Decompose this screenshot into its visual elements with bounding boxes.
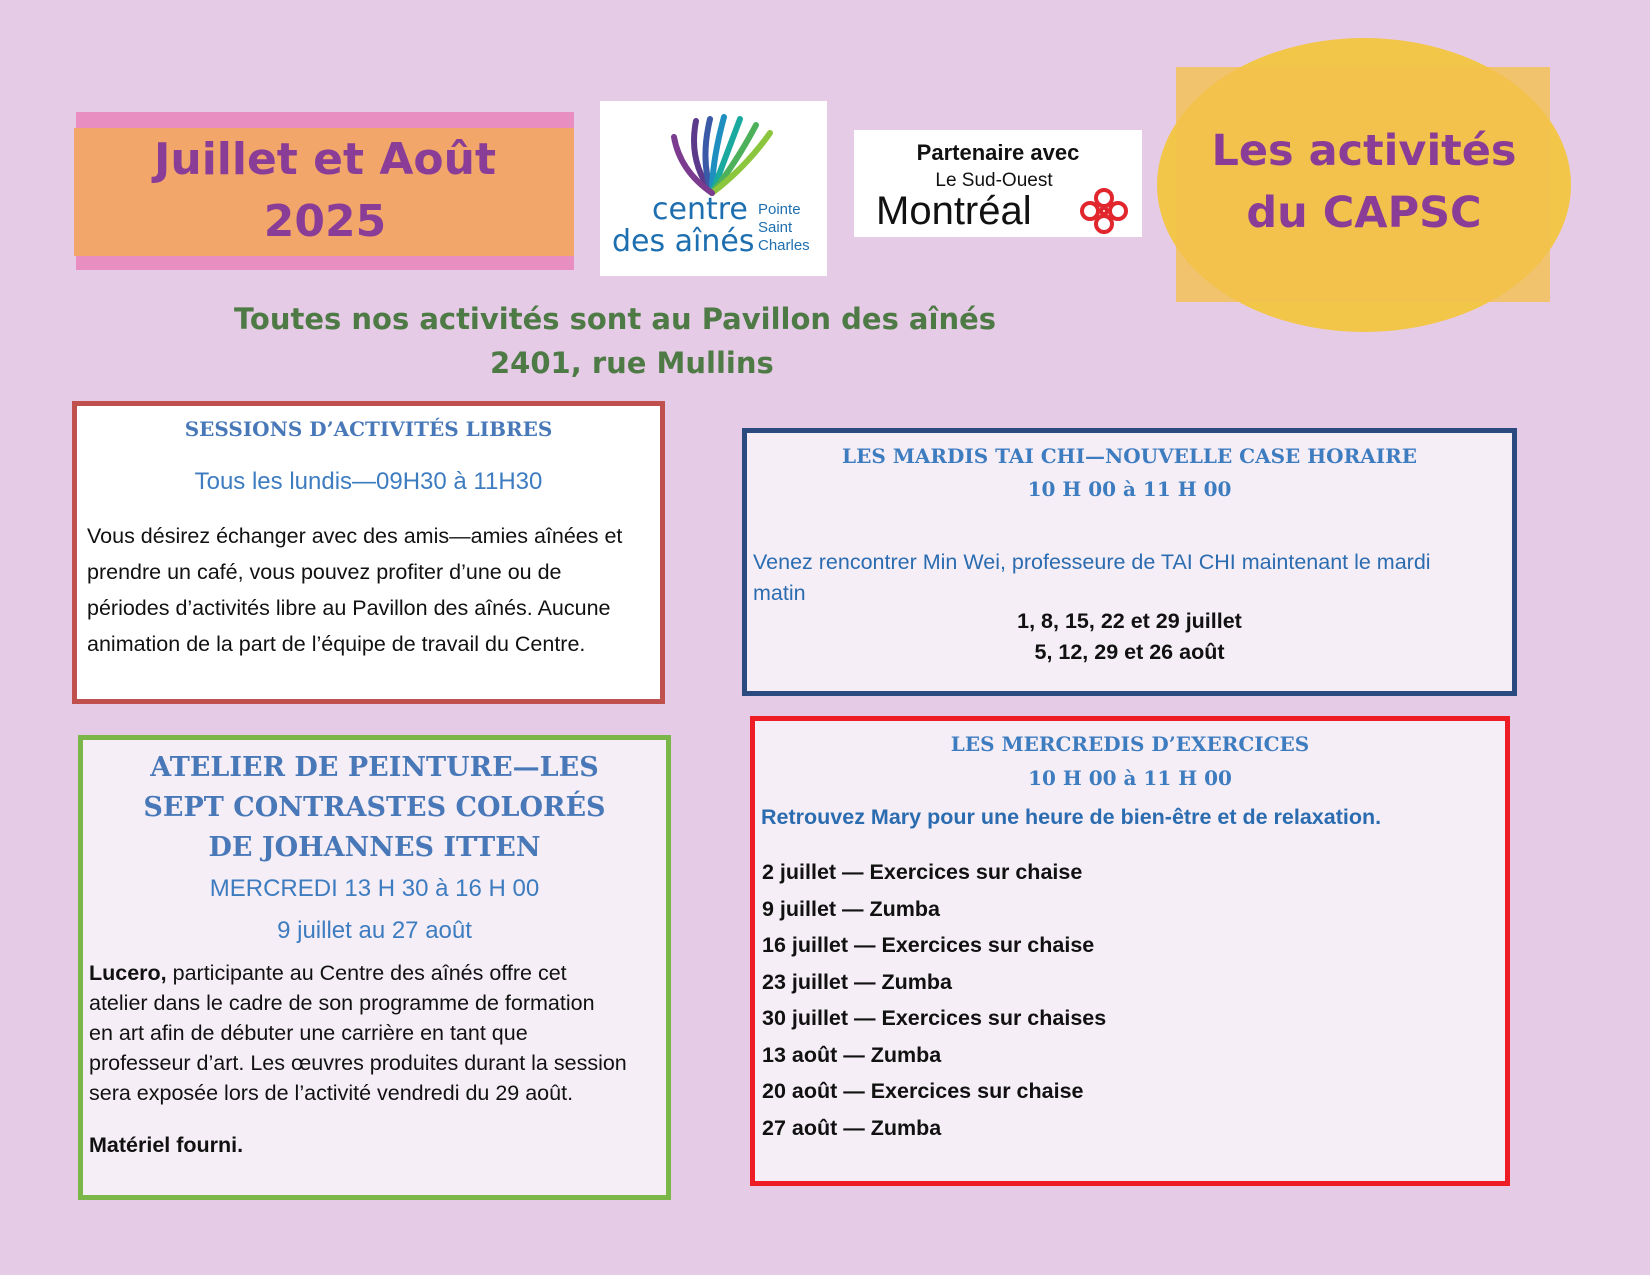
painting-heading-line: SEPT CONTRASTES COLORÉS [143, 792, 606, 823]
activities-title-line1: Les activités [1211, 126, 1517, 176]
free-sessions-card [72, 401, 665, 704]
activities-badge-panel [1176, 67, 1550, 302]
instructor-name: Lucero, [89, 961, 167, 985]
exercises-intro: Retrouvez Mary pour une heure de bien-être et de relaxation. [761, 805, 1382, 829]
fan-logo-icon [600, 101, 827, 201]
tai-chi-heading: LES MARDIS TAI CHI—NOUVELLE CASE HORAIRE [842, 444, 1417, 468]
activities-title-line2: du CAPSC [1246, 188, 1482, 238]
description-line: professeur d’art. Les œuvres produites durant la session [89, 1051, 627, 1075]
centre-des-aines-logo [600, 101, 827, 276]
free-sessions-heading: SESSIONS D’ACTIVITÉS LIBRES [184, 417, 553, 441]
intro-line: matin [753, 581, 806, 605]
schedule-entry: 30 juillet — Exercices sur chaises [762, 1006, 1107, 1030]
description-line: Vous désirez échanger avec des amis—amies aînées et [87, 524, 623, 548]
intro-line: Venez rencontrer Min Wei, professeure de TAI CHI maintenant le mardi [753, 550, 1431, 574]
painting-heading [83, 748, 666, 868]
borough-label: Le Sud-Ouest [935, 170, 1053, 191]
schedule-entry: 27 août — Zumba [762, 1115, 942, 1140]
description-line: atelier dans le cadre de son programme de formation [89, 991, 595, 1015]
schedule-entry: 16 juillet — Exercices sur chaise [762, 933, 1095, 957]
page-title-month: Juillet et Août [154, 134, 496, 185]
tai-chi-dates-july: 1, 8, 15, 22 et 29 juillet [1017, 609, 1242, 633]
schedule-entry: 9 juillet — Zumba [762, 896, 940, 921]
tai-chi-dates-august: 5, 12, 29 et 26 août [1034, 640, 1225, 664]
schedule-row [762, 1043, 941, 1068]
schedule-row [762, 897, 940, 922]
montreal-logo [854, 130, 1142, 237]
painting-workshop-card [78, 735, 671, 1200]
free-sessions-description [87, 518, 622, 662]
logo-side-charles: Charles [758, 237, 810, 254]
tai-chi-intro [753, 547, 1431, 609]
painting-heading-line: DE JOHANNES ITTEN [208, 832, 541, 863]
description-line: participante au Centre des aînés offre cet [166, 961, 567, 985]
schedule-row [762, 860, 1082, 885]
logo-side-pointe: Pointe [758, 201, 801, 218]
description-line: prendre un café, vous pouvez profiter d’une ou de [87, 560, 562, 584]
painting-time: MERCREDI 13 H 30 à 16 H 00 [209, 875, 540, 902]
address-line: 2401, rue Mullins [490, 346, 774, 380]
exercises-heading: LES MERCREDIS D’EXERCICES [950, 732, 1310, 756]
materials-note: Matériel fourni. [89, 1133, 244, 1157]
schedule-entry: 20 août — Exercices sur chaise [762, 1079, 1084, 1103]
painting-description [89, 958, 627, 1108]
schedule-row [762, 1006, 1106, 1031]
description-line: sera exposée lors de l’activité vendredi du 29 août. [89, 1081, 574, 1105]
page-title-year: 2025 [263, 196, 387, 247]
centre-logo-word: centre [652, 192, 748, 227]
schedule-row [762, 970, 952, 995]
description-line: périodes d’activités libre au Pavillon des aînés. Aucune [87, 596, 611, 620]
schedule-row [762, 933, 1094, 958]
montreal-rosette-icon [1076, 186, 1132, 236]
schedule-row [762, 1116, 941, 1141]
tai-chi-card [742, 428, 1517, 696]
schedule-entry: 2 juillet — Exercices sur chaise [762, 860, 1083, 884]
description-line: animation de la part de l’équipe de travail du Centre. [87, 632, 586, 656]
schedule-entry: 23 juillet — Zumba [762, 969, 952, 994]
location-line: Toutes nos activités sont au Pavillon des aînés [234, 302, 997, 336]
painting-heading-line: ATELIER DE PEINTURE—LES [150, 752, 599, 783]
exercises-time: 10 H 00 à 11 H 00 [1028, 766, 1232, 790]
free-sessions-schedule: Tous les lundis—09H30 à 11H30 [194, 468, 543, 495]
schedule-entry: 13 août — Zumba [762, 1042, 942, 1067]
schedule-row [762, 1079, 1083, 1104]
painting-period: 9 juillet au 27 août [277, 917, 472, 944]
logo-side-saint: Saint [758, 219, 793, 236]
aines-logo-word: des aînés [612, 224, 755, 259]
partner-label: Partenaire avec [916, 140, 1080, 165]
description-line: en art afin de débuter une carrière en tant que [89, 1021, 528, 1045]
montreal-wordmark: Montréal [876, 189, 1032, 233]
tai-chi-time: 10 H 00 à 11 H 00 [1027, 477, 1232, 501]
